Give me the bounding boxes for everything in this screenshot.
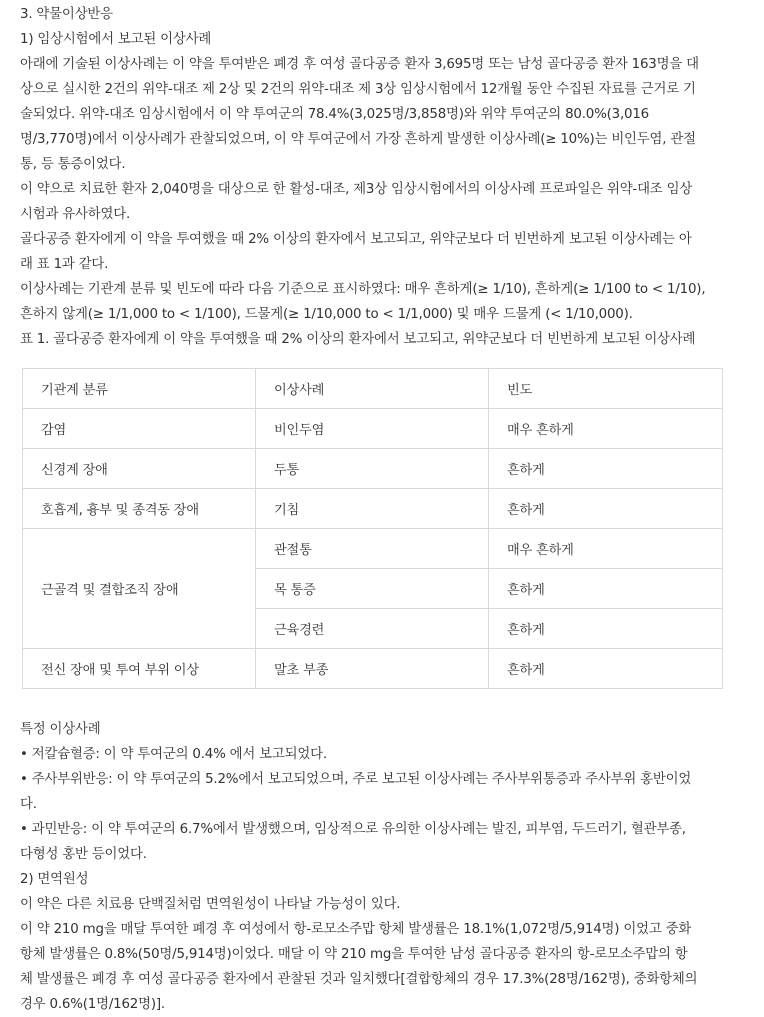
- organ-class-cell: 호흡계, 흉부 및 종격동 장애: [23, 489, 256, 529]
- header-organ-class: 기관계 분류: [23, 369, 256, 409]
- table-row: [23, 529, 723, 569]
- adverse-event-cell: 목 통증: [256, 569, 489, 609]
- frequency-cell: 흔하게: [489, 489, 723, 529]
- special-events-title: 특정 이상사례: [20, 722, 101, 737]
- text-line: 이 약은 다른 치료용 단백질처럼 면역원성이 나타날 가능성이 있다.: [20, 897, 401, 912]
- text-line: 술되었다. 위약-대조 임상시험에서 이 약 투여군의 78.4%(3,025명/3,858명)와 위약 투여군의 80.0%(3,016: [20, 107, 649, 122]
- frequency-criteria-paragraph: [20, 277, 742, 327]
- adverse-event-cell: 비인두염: [256, 409, 489, 449]
- table-caption: 표 1. 골다공증 환자에게 이 약을 투여했을 때 2% 이상의 환자에서 보고되고, 위약군보다 더 빈번하게 보고된 이상사례: [20, 332, 696, 347]
- text-line: 명/3,770명)에서 이상사례가 관찰되었으며, 이 약 투여군에서 가장 흔하게 발생한 이상사례(≥ 10%)는 비인두염, 관절: [20, 132, 696, 147]
- text-line: 경우 0.6%(1명/162명)].: [20, 997, 165, 1012]
- text-line: 아래에 기술된 이상사례는 이 약을 투여받은 폐경 후 여성 골다공증 환자 3,695명 또는 남성 골다공증 환자 163명을 대: [20, 57, 699, 72]
- adverse-event-cell: 관절통: [256, 529, 489, 569]
- text-line: 항체 발생률은 0.8%(50명/5,914명)이었다. 매달 이 약 210 mg을 투여한 남성 골다공증 환자의 항-로모소주맙의 항: [20, 947, 688, 962]
- subsection-title-clinical: 1) 임상시험에서 보고된 이상사례: [20, 32, 212, 47]
- table-row: [23, 489, 723, 529]
- frequency-cell: 흔하게: [489, 649, 723, 689]
- header-frequency: 빈도: [489, 369, 723, 409]
- organ-class-cell: 신경계 장애: [23, 449, 256, 489]
- organ-class-cell: 전신 장애 및 투여 부위 이상: [23, 649, 256, 689]
- list-item-continuation: 다.: [20, 797, 37, 812]
- table-row: [23, 409, 723, 449]
- frequency-cell: 흔하게: [489, 449, 723, 489]
- organ-class-cell: 감염: [23, 409, 256, 449]
- table-header-row: [23, 369, 723, 409]
- adverse-events-table: [22, 368, 723, 689]
- table-row: [23, 449, 723, 489]
- text-line: 통, 등 통증이었다.: [20, 157, 126, 172]
- text-line: 흔하지 않게(≥ 1/1,000 to < 1/100), 드물게(≥ 1/10,000 to < 1/1,000) 및 매우 드물게 (< 1/10,000).: [20, 307, 633, 322]
- organ-class-cell: 근골격 및 결합조직 장애: [23, 529, 256, 649]
- adverse-event-cell: 말초 부종: [256, 649, 489, 689]
- text-line: 골다공증 환자에게 이 약을 투여했을 때 2% 이상의 환자에서 보고되고, 위약군보다 더 빈번하게 보고된 이상사례는 아: [20, 232, 692, 247]
- adverse-event-cell: 근육경련: [256, 609, 489, 649]
- list-item-continuation: 다형성 홍반 등이었다.: [20, 847, 147, 862]
- immunogenicity-paragraph: [20, 892, 742, 1017]
- list-item: • 저칼슘혈증: 이 약 투여군의 0.4% 에서 보고되었다.: [20, 747, 327, 762]
- active-control-paragraph: [20, 177, 742, 227]
- text-line: 래 표 1과 같다.: [20, 257, 109, 272]
- subsection-title-immunogenicity: 2) 면역원성: [20, 872, 89, 887]
- frequency-cell: 매우 흔하게: [489, 529, 723, 569]
- intro-paragraph: [20, 52, 742, 177]
- text-line: 상으로 실시한 2건의 위약-대조 제 2상 및 2건의 위약-대조 제 3상 임상시험에서 12개월 동안 수집된 자료를 근거로 기: [20, 82, 696, 97]
- text-line: 시험과 유사하였다.: [20, 207, 130, 222]
- text-line: 이상사례는 기관계 분류 및 빈도에 따라 다음 기준으로 표시하였다: 매우 흔하게(≥ 1/10), 흔하게(≥ 1/100 to < 1/10),: [20, 282, 706, 297]
- table-intro-paragraph: [20, 227, 742, 277]
- adverse-event-cell: 두통: [256, 449, 489, 489]
- header-adverse-event: 이상사례: [256, 369, 489, 409]
- text-line: 체 발생률은 폐경 후 여성 골다공증 환자에서 관찰된 것과 일치했다[결합항체의 경우 17.3%(28명/162명), 중화항체의: [20, 972, 698, 987]
- frequency-cell: 흔하게: [489, 609, 723, 649]
- text-line: 이 약 210 mg을 매달 투여한 폐경 후 여성에서 항-로모소주맙 항체 발생률은 18.1%(1,072명/5,914명) 이었고 중화: [20, 922, 692, 937]
- text-line: 이 약으로 치료한 환자 2,040명을 대상으로 한 활성-대조, 제3상 임상시험에서의 이상사례 프로파일은 위약-대조 임상: [20, 182, 693, 197]
- frequency-cell: 매우 흔하게: [489, 409, 723, 449]
- list-item: • 주사부위반응: 이 약 투여군의 5.2%에서 보고되었으며, 주로 보고된 이상사례는 주사부위통증과 주사부위 홍반이었: [20, 772, 692, 787]
- frequency-cell: 흔하게: [489, 569, 723, 609]
- section-title: 3. 약물이상반응: [20, 7, 113, 22]
- list-item: • 과민반응: 이 약 투여군의 6.7%에서 발생했으며, 임상적으로 유의한 이상사례는 발진, 피부염, 두드러기, 혈관부종,: [20, 822, 686, 837]
- table-row: [23, 649, 723, 689]
- special-events-list: [20, 742, 742, 867]
- adverse-event-cell: 기침: [256, 489, 489, 529]
